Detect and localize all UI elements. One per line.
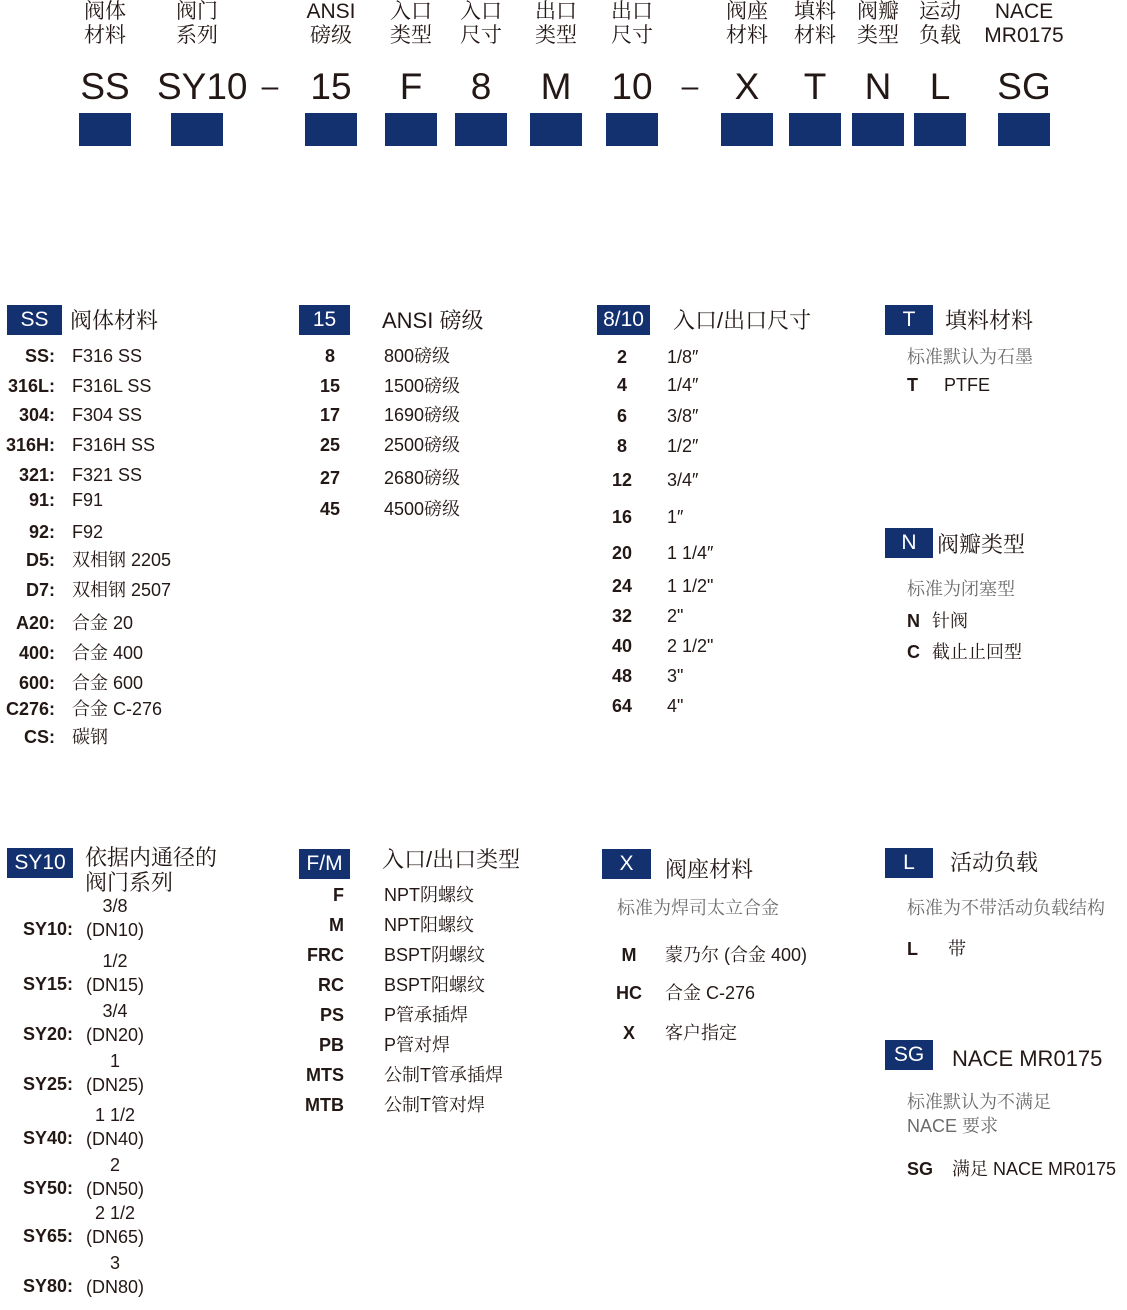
seat-row-value: 客户指定 [665,1023,737,1043]
ss-row-code: 316L: [7,376,55,396]
series-row-value: 3/4 [102,1001,128,1021]
ansi-row-value: 800磅级 [384,346,451,366]
disc-row-code: N [907,611,920,631]
seat-badge: X [602,849,651,879]
ss-row-code: 321: [18,465,55,485]
code-segment: T [803,66,827,107]
ss-row-code: CS: [24,727,55,747]
size-row-value: 3/8″ [667,406,699,426]
ss-title: 阀体材料 [70,308,159,333]
series-row-value: (DN20) [85,1025,144,1045]
ss-badge: SS [7,305,62,335]
header-label: 运动 [919,0,961,23]
separator: – [681,70,699,103]
ansi-row-value: 2500磅级 [384,435,461,455]
seat-row-value: 蒙乃尔 (合金 400) [665,945,808,965]
packing-badge: T [885,305,933,335]
header-label: MR0175 [984,24,1064,47]
code-segment: 8 [470,66,492,107]
code-box [721,113,773,146]
ss-row-code: 304: [18,405,55,425]
load-title: 活动负载 [950,850,1039,875]
code-box [606,113,658,146]
ss-row-code: 91: [28,490,55,510]
ss-row-value: F316L SS [72,376,152,396]
code-box [530,113,582,146]
header-label: 阀瓣 [857,0,899,23]
series-row-value: (DN80) [85,1277,144,1297]
code-box [998,113,1050,146]
header-label: 出口 [535,0,577,23]
size-row-code: 8 [616,436,627,456]
code-box [171,113,223,146]
code-box [789,113,841,146]
disc-badge: N [885,528,933,558]
size-row-code: 12 [611,470,633,490]
code-segment: SY10 [157,66,248,107]
ftype-row-code: PB [318,1035,344,1055]
series-row-value: 1/2 [102,951,128,971]
code-segment: M [540,66,572,107]
ss-row-code: D5: [25,550,55,570]
code-box [79,113,131,146]
size-row-value: 3/4″ [667,470,699,490]
code-segment: 15 [310,66,352,107]
series-row-value: 3 [109,1253,120,1273]
code-segment: 10 [611,66,653,107]
code-box [305,113,357,146]
series-row-value: (DN15) [85,975,144,995]
header-label: 材料 [84,24,126,47]
series-row-value: 2 1/2 [94,1203,136,1223]
ftype-row-value: P管对焊 [384,1035,451,1055]
disc-row-value: 截止止回型 [932,642,1022,662]
ftype-badge: F/M [299,849,350,879]
ss-row-value: 合金 400 [72,643,144,663]
ss-row-code: SS: [24,346,55,366]
header-label: 阀座 [726,0,768,23]
seat-row-code: M [621,945,637,965]
ftype-row-code: RC [318,975,344,995]
packing-note: 标准默认为石墨 [907,347,1033,367]
disc-row-code: C [907,642,920,662]
ansi-row-code: 8 [324,346,335,366]
series-row-value: (DN10) [85,920,144,940]
series-row-value: (DN40) [85,1129,144,1149]
ansi-row-code: 15 [319,376,341,396]
ansi-row-code: 17 [319,405,341,425]
size-row-value: 2" [667,606,684,626]
code-segment: N [864,66,892,107]
nace-row-code: SG [907,1159,934,1179]
size-row-code: 20 [611,543,633,563]
header-label: 负载 [919,24,961,47]
code-segment: SG [997,66,1051,107]
ss-row-code: 316H: [5,435,55,455]
load-badge: L [885,848,933,878]
ss-row-value: F316H SS [72,435,156,455]
ss-row-value: 双相钢 2507 [72,580,172,600]
series-row-value: (DN65) [85,1227,144,1247]
header-label: NACE [994,0,1054,23]
series-row-code: SY15: [22,974,73,994]
ss-row-value: F92 [72,522,104,542]
size-row-value: 1″ [667,507,684,527]
ss-row-value: F321 SS [72,465,143,485]
code-segment: X [734,66,760,107]
packing-row-code: T [907,375,918,395]
series-row-value: 1 [109,1051,120,1071]
ss-row-code: 400: [18,643,55,663]
series-row-value: 1 1/2 [94,1105,136,1125]
ansi-row-code: 45 [319,499,341,519]
size-row-value: 1 1/4″ [667,543,714,563]
header-label: 类型 [390,24,432,47]
header-label: 材料 [794,24,836,47]
size-row-code: 64 [611,696,633,716]
series-row-code: SY40: [22,1128,73,1148]
disc-note: 标准为闭塞型 [907,579,1015,599]
ansi-row-code: 25 [319,435,341,455]
ftype-row-code: M [329,915,344,935]
series-row-code: SY80: [22,1276,73,1296]
size-badge: 8/10 [597,305,650,335]
nace-note: 标准默认为不满足 [907,1092,1051,1112]
header-label: 材料 [726,24,768,47]
separator: – [261,70,279,103]
series-row-code: SY25: [22,1074,73,1094]
packing-row-value: PTFE [944,375,991,395]
header-label: 入口 [390,0,432,23]
seat-row-value: 合金 C-276 [665,983,756,1003]
ss-row-code: 600: [18,673,55,693]
header-label: 磅级 [310,24,352,47]
disc-row-value: 针阀 [932,611,968,631]
size-row-value: 4" [667,696,684,716]
size-row-code: 40 [611,636,633,656]
size-row-code: 24 [611,576,633,596]
ss-row-code: A20: [15,613,55,633]
size-row-value: 1/8″ [667,347,699,367]
ansi-row-value: 1690磅级 [384,405,461,425]
code-segment: L [929,66,951,107]
series-row-value: (DN25) [85,1075,144,1095]
ftype-row-value: BSPT阳螺纹 [384,975,486,995]
ansi-title: ANSI 磅级 [382,308,484,333]
header-label: 填料 [794,0,836,23]
header-label: ANSI [306,0,356,23]
nace-row-value: 满足 NACE MR0175 [952,1159,1117,1179]
ansi-row-value: 4500磅级 [384,499,461,519]
ss-row-value: 碳钢 [72,727,108,747]
ftype-title: 入口/出口类型 [382,847,521,872]
load-note: 标准为不带活动负载结构 [907,898,1105,918]
nace-badge: SG [885,1040,933,1070]
header-label: 尺寸 [611,24,653,47]
ss-row-value: F316 SS [72,346,143,366]
size-row-code: 2 [616,347,627,367]
ftype-row-value: P管承插焊 [384,1005,469,1025]
header-label: 入口 [460,0,502,23]
ftype-row-code: F [333,885,344,905]
size-title: 入口/出口尺寸 [673,308,812,333]
ftype-row-value: 公制T管承插焊 [384,1065,503,1085]
nace-title: NACE MR0175 [952,1046,1103,1071]
ftype-row-value: BSPT阴螺纹 [384,945,486,965]
size-row-value: 1/2″ [667,436,699,456]
ss-row-code: D7: [25,580,55,600]
size-row-value: 1/4″ [667,375,699,395]
ftype-row-value: 公制T管对焊 [384,1095,485,1115]
series-row-code: SY50: [22,1178,73,1198]
load-row-value: 带 [948,939,966,959]
ftype-row-code: MTB [305,1095,344,1115]
size-row-value: 3" [667,666,684,686]
code-box [455,113,507,146]
ss-row-value: F304 SS [72,405,143,425]
ftype-row-code: PS [319,1005,344,1025]
size-row-code: 6 [616,406,627,426]
seat-row-code: X [622,1023,635,1043]
ansi-row-value: 1500磅级 [384,376,461,396]
code-box [385,113,437,146]
ss-row-value: 合金 20 [72,613,134,633]
header-label: 类型 [535,24,577,47]
ftype-row-value: NPT阳螺纹 [384,915,474,935]
header-label: 系列 [176,24,218,47]
series-row-code: SY65: [22,1226,73,1246]
ansi-badge: 15 [299,305,350,335]
size-row-code: 32 [611,606,633,626]
ansi-row-code: 27 [319,468,341,488]
series-row-value: (DN50) [85,1179,144,1199]
ftype-row-code: MTS [306,1065,344,1085]
header-label: 类型 [857,24,899,47]
series-row-code: SY10: [22,919,73,939]
code-segment: F [399,66,423,107]
ss-row-value: 合金 C-276 [72,699,163,719]
disc-title: 阀瓣类型 [937,532,1026,557]
code-box [914,113,966,146]
packing-title: 填料材料 [945,308,1034,333]
ftype-row-value: NPT阴螺纹 [384,885,474,905]
ss-row-value: F91 [72,490,104,510]
header-label: 出口 [611,0,653,23]
ftype-row-code: FRC [307,945,344,965]
header-label: 尺寸 [460,24,502,47]
nace-note: NACE 要求 [907,1116,999,1136]
ss-row-code: 92: [28,522,55,542]
ss-row-value: 合金 600 [72,673,144,693]
header-label: 阀体 [84,0,126,23]
size-row-code: 16 [611,507,633,527]
size-row-code: 48 [611,666,633,686]
size-row-value: 1 1/2" [667,576,714,596]
series-row-value: 2 [109,1155,120,1175]
ansi-row-value: 2680磅级 [384,468,461,488]
series-badge: SY10 [7,848,73,878]
seat-row-code: HC [616,983,642,1003]
series-row-value: 3/8 [102,896,128,916]
ss-row-code: C276: [5,699,55,719]
size-row-code: 4 [616,375,627,395]
series-row-code: SY20: [22,1024,73,1044]
seat-note: 标准为焊司太立合金 [617,898,779,918]
series-title: 依据内通径的 [85,845,218,870]
code-segment: SS [80,66,130,107]
header-label: 阀门 [176,0,218,23]
series-title: 阀门系列 [85,870,174,895]
ss-row-value: 双相钢 2205 [72,550,172,570]
code-box [852,113,904,146]
size-row-value: 2 1/2" [667,636,714,656]
load-row-code: L [907,939,918,959]
seat-title: 阀座材料 [665,857,754,882]
